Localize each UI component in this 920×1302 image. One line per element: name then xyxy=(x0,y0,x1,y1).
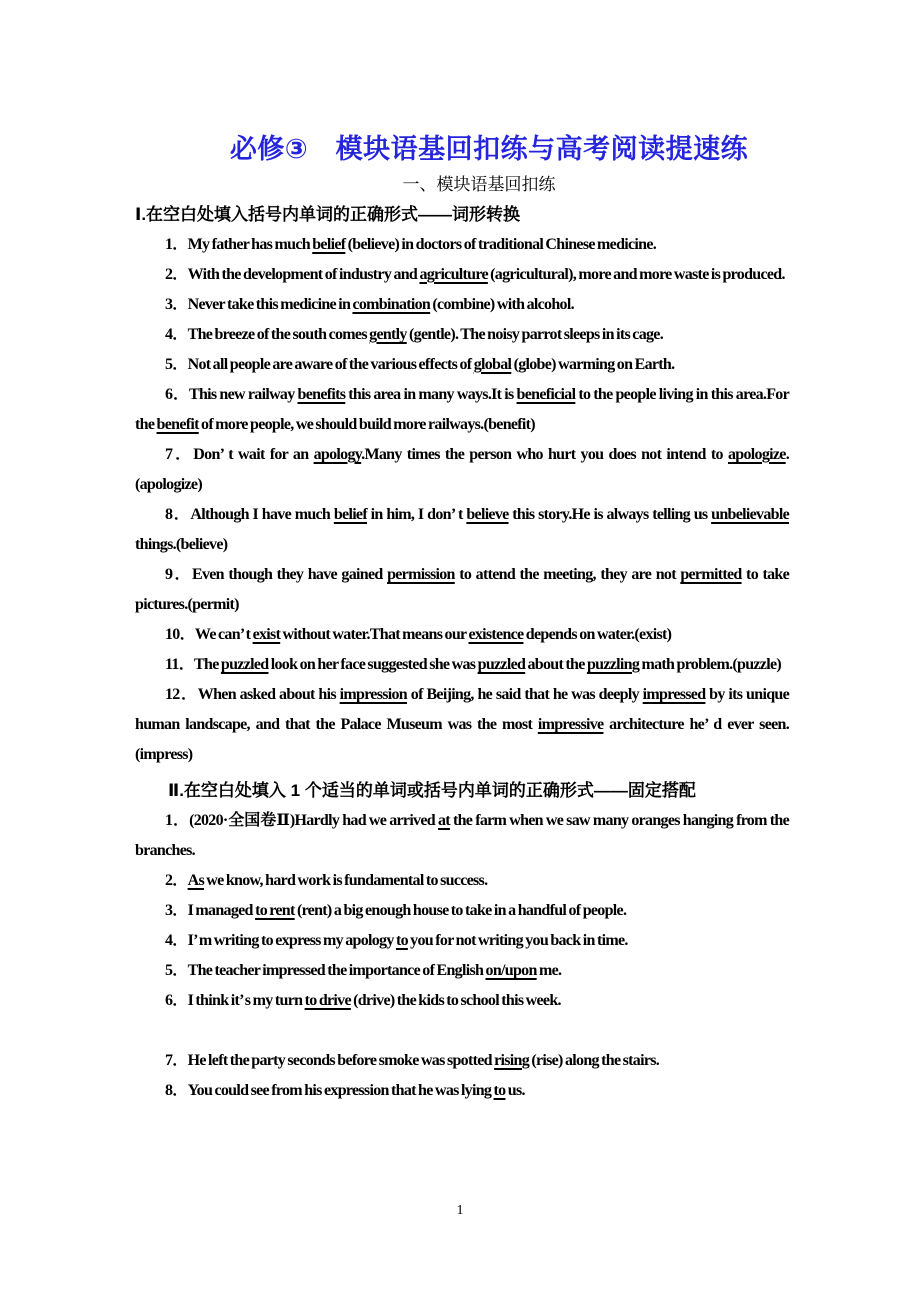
text-run: 4．I’ m writing to express my apology xyxy=(165,932,396,949)
answer-blank: believe xyxy=(466,506,509,523)
answer-blank: puzzled xyxy=(477,656,526,673)
text-run: 3．I managed xyxy=(165,902,256,919)
answer-blank: agriculture xyxy=(419,266,488,283)
exercise-item xyxy=(135,560,789,620)
text-run: 2． xyxy=(165,872,188,889)
text-run: things.(believe) xyxy=(135,536,228,553)
answer-blank: benefits xyxy=(297,386,346,403)
doc-title: 必修③ 模块语基回扣练与高考阅读提速练 xyxy=(229,134,749,164)
answer-blank: exist xyxy=(252,626,281,643)
answer-blank: to xyxy=(395,932,408,949)
text-run: (drive) the kids to school this week. xyxy=(350,992,561,1009)
exercise-item xyxy=(135,290,789,320)
exercise-item xyxy=(135,320,789,350)
text-run: the farm when we saw many oranges hanging from the branches. xyxy=(135,812,789,859)
text-run: 1． xyxy=(165,812,190,829)
text-run: 5．Not all people are aware of the various effects of xyxy=(165,356,474,373)
text-run: by its unique human landscape, and that the Palace Museum was the most xyxy=(135,686,789,733)
text-run: 3．Never take this medicine in xyxy=(165,296,353,313)
text-run: architecture he’ d ever seen.(impress) xyxy=(135,716,789,763)
text-run: we know, hard work is fundamental to success. xyxy=(204,872,488,889)
text-run: math problem.(puzzle) xyxy=(639,656,781,673)
text-run: .Many times the person who hurt you does not intend to xyxy=(361,446,728,463)
source-tag: (2020·全国卷Ⅱ) xyxy=(189,812,295,829)
text-run: depends on water.(exist) xyxy=(523,626,672,643)
exercise-item xyxy=(135,986,789,1016)
text-run: 9．Even though they have gained xyxy=(165,566,388,583)
exercise-item xyxy=(135,680,789,770)
answer-blank: combination xyxy=(352,296,431,313)
exercise-item xyxy=(135,866,789,896)
text-run: about the xyxy=(525,656,587,673)
answer-blank: puzzled xyxy=(220,656,269,673)
text-run: 1．My father has much xyxy=(165,236,313,253)
answer-blank: unbelievable xyxy=(711,506,789,523)
part-heading: 一、模块语基回扣练 xyxy=(402,175,556,194)
text-run: you for not writing you back in time. xyxy=(407,932,628,949)
answer-blank: existence xyxy=(468,626,524,643)
text-run: 7．Don’ t wait for an xyxy=(165,446,314,463)
exercise-item xyxy=(135,1046,789,1076)
text-run: to the people living in this area.For the xyxy=(135,386,789,433)
text-run: 12．When asked about his xyxy=(165,686,340,703)
exercise-item xyxy=(135,230,789,260)
answer-blank: apology xyxy=(313,446,362,463)
text-run: us. xyxy=(505,1082,525,1099)
text-run: 2．With the development of industry and xyxy=(165,266,420,283)
answer-blank: impressed xyxy=(642,686,706,703)
section-2-heading: Ⅱ.在空白处填入 1 个适当的单词或括号内单词的正确形式——固定搭配 xyxy=(168,781,696,800)
answer-blank: to drive xyxy=(304,992,351,1009)
document-content xyxy=(135,128,789,1106)
text-run: (combine) with alcohol. xyxy=(430,296,574,313)
answer-blank: permitted xyxy=(680,566,742,583)
text-run: Hardly had we arrived xyxy=(294,812,438,829)
text-run: in him, I don’ t xyxy=(366,506,467,523)
exercise-item xyxy=(135,896,789,926)
exercise-item xyxy=(135,956,789,986)
exercise-item xyxy=(135,650,789,680)
text-run: 8．You could see from his expression that he was lying xyxy=(165,1082,494,1099)
answer-blank: beneficial xyxy=(516,386,576,403)
answer-blank: on/upon xyxy=(485,962,537,979)
answer-blank: gently xyxy=(369,326,407,343)
answer-blank: to xyxy=(493,1082,506,1099)
exercise-item xyxy=(135,500,789,560)
answer-blank: global xyxy=(473,356,512,373)
text-run: 6．I think it’ s my turn xyxy=(165,992,305,1009)
answer-blank: belief xyxy=(333,506,367,523)
exercise-item xyxy=(135,1076,789,1106)
answer-blank: rising xyxy=(494,1052,530,1069)
answer-blank: As xyxy=(187,872,204,889)
text-run: look on her face suggested she was xyxy=(268,656,478,673)
text-run: (rise) along the stairs. xyxy=(529,1052,660,1069)
exercise-item xyxy=(135,620,789,650)
text-run: of Beijing, he said that he was deeply xyxy=(407,686,643,703)
text-run: to take pictures.(permit) xyxy=(135,566,790,613)
answer-blank: permission xyxy=(387,566,455,583)
answer-blank: to rent xyxy=(255,902,295,919)
text-run: .(apologize) xyxy=(135,446,790,493)
answer-blank: belief xyxy=(312,236,346,253)
answer-blank: apologize xyxy=(728,446,786,463)
text-run: 7．He left the party seconds before smoke was spotted xyxy=(165,1052,495,1069)
text-run: 5．The teacher impressed the importance of English xyxy=(165,962,486,979)
text-run: me. xyxy=(536,962,562,979)
page-number: 1 xyxy=(456,1203,464,1218)
text-run: without water.That means our xyxy=(280,626,469,643)
text-run: (agricultural), more and more waste is produced. xyxy=(487,266,785,283)
text-run: 8．Although I have much xyxy=(165,506,334,523)
text-run: (globe) warming on Earth. xyxy=(511,356,675,373)
text-run: (believe) in doctors of traditional Chinese medicine. xyxy=(345,236,657,253)
answer-blank: puzzling xyxy=(586,656,640,673)
answer-blank: impression xyxy=(339,686,408,703)
exercise-item xyxy=(135,260,789,290)
exercise-item xyxy=(135,440,789,500)
text-run: this story.He is always telling us xyxy=(508,506,712,523)
exercise-item xyxy=(135,926,789,956)
text-run: of more people, we should build more railways.(benefit) xyxy=(198,416,535,433)
answer-blank: at xyxy=(438,812,450,829)
text-run: 10．We can’ t xyxy=(165,626,253,643)
text-run: 6．This new railway xyxy=(165,386,298,403)
text-run: (gentle). The noisy parrot sleeps in its cage. xyxy=(406,326,664,343)
answer-blank: impressive xyxy=(537,716,604,733)
text-run: (rent) a big enough house to take in a handful of people. xyxy=(294,902,627,919)
text-run: to attend the meeting, they are not xyxy=(454,566,681,583)
text-run: 4．The breeze of the south comes xyxy=(165,326,370,343)
answer-blank: benefit xyxy=(156,416,199,433)
section-1-heading: Ⅰ.在空白处填入括号内单词的正确形式——词形转换 xyxy=(135,205,521,224)
exercise-item xyxy=(135,380,789,440)
exercise-item xyxy=(135,806,789,866)
text-run: this area in many ways.It is xyxy=(345,386,517,403)
exercise-item xyxy=(135,350,789,380)
text-run: 11．The xyxy=(165,656,221,673)
